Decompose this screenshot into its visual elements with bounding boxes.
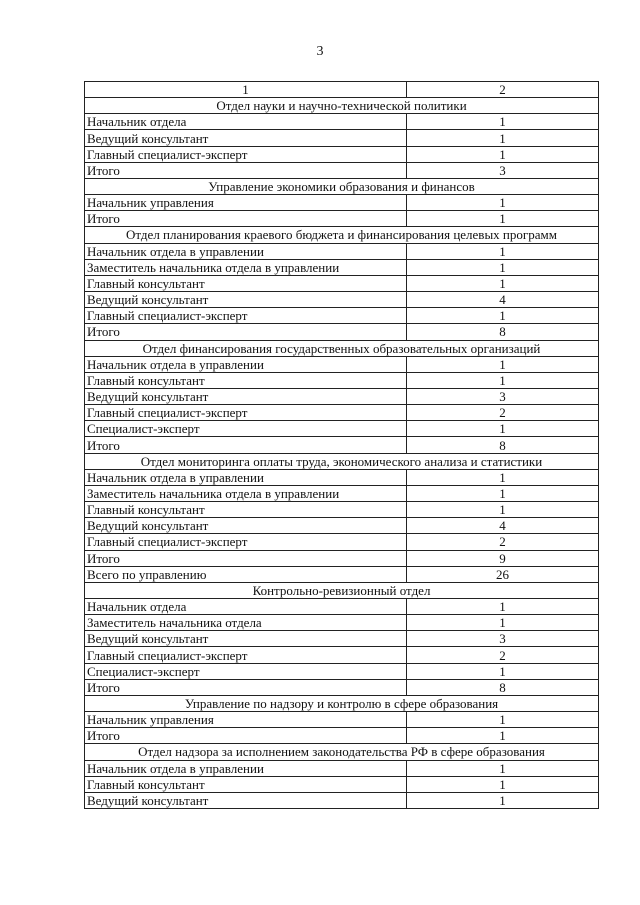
table-row	[85, 776, 599, 792]
count-cell: 1	[407, 615, 599, 631]
count-cell: 1	[407, 308, 599, 324]
table-row	[85, 388, 599, 404]
page-number: 3	[316, 44, 324, 59]
position-cell: Итого	[85, 679, 407, 695]
count-cell: 26	[407, 566, 599, 582]
position-cell: Всего по управлению	[85, 566, 407, 582]
table-row	[85, 760, 599, 776]
count-cell: 1	[407, 469, 599, 485]
table-row	[85, 728, 599, 744]
count-cell: 2	[407, 647, 599, 663]
table-row	[85, 146, 599, 162]
table-row	[85, 485, 599, 501]
position-cell: Главный консультант	[85, 776, 407, 792]
count-cell: 9	[407, 550, 599, 566]
table-row	[85, 712, 599, 728]
count-cell: 1	[407, 485, 599, 501]
staffing-table	[84, 81, 599, 809]
section-title: Отдел мониторинга оплаты труда, экономического анализа и статистики	[85, 453, 599, 469]
position-cell: Начальник управления	[85, 195, 407, 211]
table-row	[85, 162, 599, 178]
count-cell: 3	[407, 388, 599, 404]
position-cell: Начальник отдела в управлении	[85, 243, 407, 259]
table-row	[85, 243, 599, 259]
table-row	[85, 566, 599, 582]
position-cell: Главный специалист-эксперт	[85, 647, 407, 663]
position-cell: Специалист-эксперт	[85, 421, 407, 437]
count-cell: 3	[407, 631, 599, 647]
count-cell: 1	[407, 195, 599, 211]
count-cell: 1	[407, 502, 599, 518]
position-cell: Главный консультант	[85, 502, 407, 518]
count-cell: 1	[407, 211, 599, 227]
position-cell: Начальник отдела	[85, 599, 407, 615]
table-row	[85, 518, 599, 534]
count-cell: 3	[407, 162, 599, 178]
position-cell: Начальник отдела в управлении	[85, 469, 407, 485]
section-title: Отдел надзора за исполнением законодательства РФ в сфере образования	[85, 744, 599, 760]
position-cell: Заместитель начальника отдела	[85, 615, 407, 631]
table-row	[85, 615, 599, 631]
section-row	[85, 744, 599, 760]
position-cell: Ведущий консультант	[85, 388, 407, 404]
count-cell: 1	[407, 114, 599, 130]
table-row	[85, 114, 599, 130]
section-row	[85, 453, 599, 469]
table-row	[85, 792, 599, 808]
position-cell: Главный специалист-эксперт	[85, 534, 407, 550]
section-title: Отдел науки и научно-технической политики	[85, 98, 599, 114]
count-cell: 1	[407, 776, 599, 792]
section-row	[85, 340, 599, 356]
count-cell: 1	[407, 356, 599, 372]
position-cell: Итого	[85, 324, 407, 340]
count-cell: 1	[407, 275, 599, 291]
position-cell: Итого	[85, 162, 407, 178]
table-row	[85, 421, 599, 437]
position-cell: Ведущий консультант	[85, 792, 407, 808]
section-row	[85, 582, 599, 598]
table-row	[85, 631, 599, 647]
position-cell: Начальник отдела в управлении	[85, 760, 407, 776]
position-cell: Ведущий консультант	[85, 130, 407, 146]
table-row	[85, 599, 599, 615]
count-cell: 4	[407, 292, 599, 308]
position-cell: Начальник отдела в управлении	[85, 356, 407, 372]
section-row	[85, 98, 599, 114]
count-cell: 1	[407, 130, 599, 146]
count-cell: 1	[407, 259, 599, 275]
table-row	[85, 502, 599, 518]
count-cell: 1	[407, 146, 599, 162]
count-cell: 2	[407, 405, 599, 421]
count-cell: 2	[407, 534, 599, 550]
position-cell: Начальник управления	[85, 712, 407, 728]
position-cell: Итого	[85, 211, 407, 227]
table-row	[85, 259, 599, 275]
position-cell: Итого	[85, 728, 407, 744]
section-row	[85, 695, 599, 711]
count-cell: 1	[407, 243, 599, 259]
table-row	[85, 211, 599, 227]
position-cell: Главный консультант	[85, 275, 407, 291]
column-header-1: 1	[85, 82, 407, 98]
position-cell: Начальник отдела	[85, 114, 407, 130]
count-cell: 1	[407, 663, 599, 679]
count-cell: 1	[407, 728, 599, 744]
section-title: Отдел планирования краевого бюджета и финансирования целевых программ	[85, 227, 599, 243]
table-row	[85, 534, 599, 550]
table-row	[85, 308, 599, 324]
section-row	[85, 227, 599, 243]
table-row	[85, 356, 599, 372]
table-row	[85, 275, 599, 291]
position-cell: Заместитель начальника отдела в управлении	[85, 485, 407, 501]
table-row	[85, 372, 599, 388]
table-row	[85, 405, 599, 421]
table-row	[85, 437, 599, 453]
position-cell: Итого	[85, 550, 407, 566]
table-row	[85, 663, 599, 679]
position-cell: Итого	[85, 437, 407, 453]
position-cell: Главный специалист-эксперт	[85, 146, 407, 162]
table-row	[85, 679, 599, 695]
table-row	[85, 195, 599, 211]
position-cell: Главный специалист-эксперт	[85, 405, 407, 421]
position-cell: Ведущий консультант	[85, 631, 407, 647]
position-cell: Специалист-эксперт	[85, 663, 407, 679]
table-header-row	[85, 82, 599, 98]
staffing-table-body	[85, 82, 599, 809]
table-row	[85, 292, 599, 308]
section-title: Управление по надзору и контролю в сфере образования	[85, 695, 599, 711]
table-row	[85, 469, 599, 485]
table-row	[85, 647, 599, 663]
count-cell: 1	[407, 421, 599, 437]
count-cell: 8	[407, 679, 599, 695]
count-cell: 8	[407, 437, 599, 453]
section-title: Контрольно-ревизионный отдел	[85, 582, 599, 598]
count-cell: 4	[407, 518, 599, 534]
count-cell: 8	[407, 324, 599, 340]
column-header-2: 2	[407, 82, 599, 98]
section-title: Отдел финансирования государственных образовательных организаций	[85, 340, 599, 356]
table-row	[85, 130, 599, 146]
position-cell: Главный консультант	[85, 372, 407, 388]
table-row	[85, 324, 599, 340]
count-cell: 1	[407, 712, 599, 728]
position-cell: Ведущий консультант	[85, 518, 407, 534]
section-title: Управление экономики образования и финансов	[85, 178, 599, 194]
count-cell: 1	[407, 372, 599, 388]
table-row	[85, 550, 599, 566]
count-cell: 1	[407, 599, 599, 615]
section-row	[85, 178, 599, 194]
count-cell: 1	[407, 760, 599, 776]
position-cell: Главный специалист-эксперт	[85, 308, 407, 324]
position-cell: Ведущий консультант	[85, 292, 407, 308]
position-cell: Заместитель начальника отдела в управлении	[85, 259, 407, 275]
count-cell: 1	[407, 792, 599, 808]
